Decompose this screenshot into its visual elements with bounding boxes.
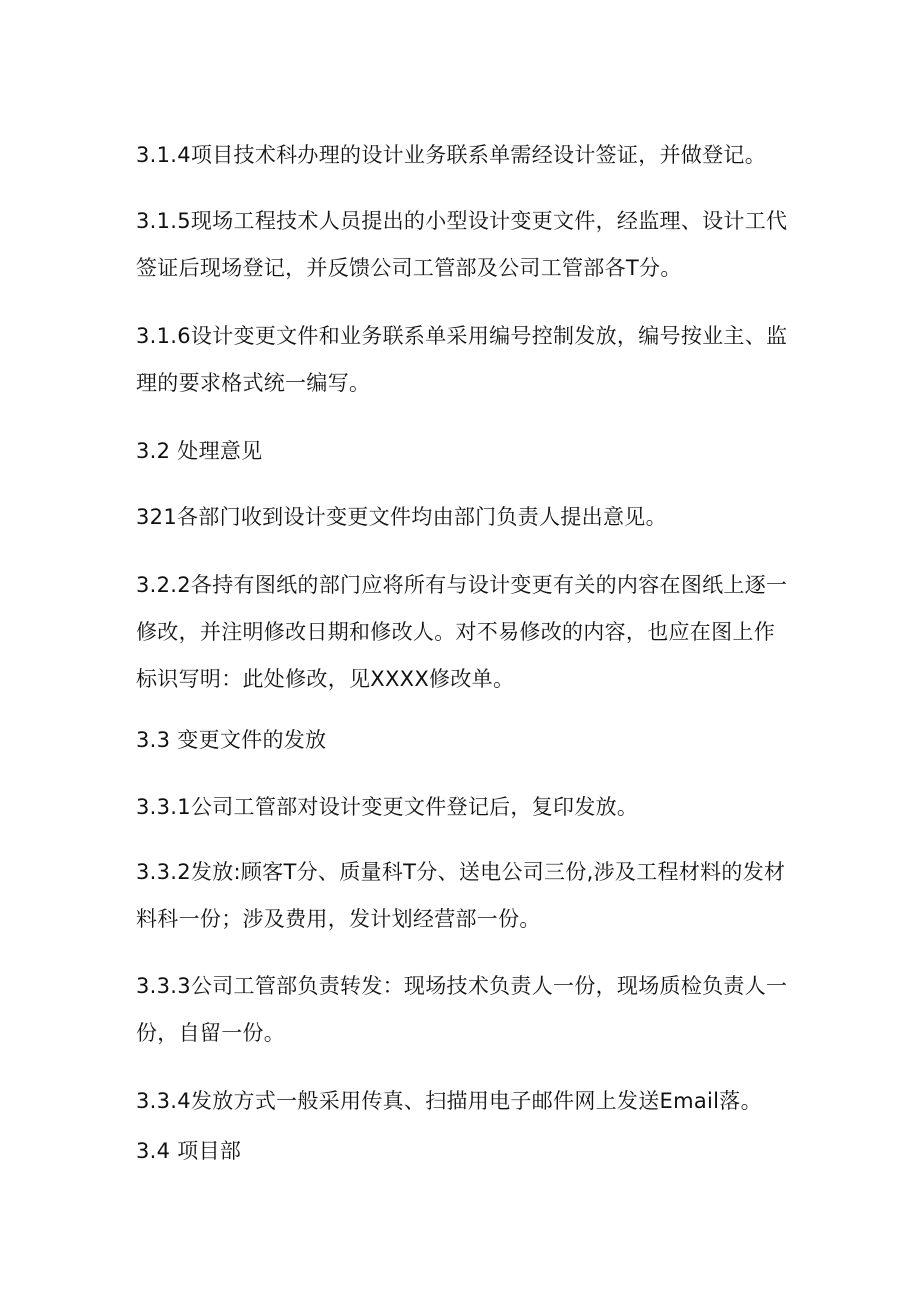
paragraph-3-3-1: 3.3.1公司工管部对设计变更文件登记后，复印发放。 bbox=[136, 795, 639, 819]
heading-3-3: 3.3 变更文件的发放 bbox=[136, 728, 327, 752]
paragraph-3-1-4: 3.1.4项目技术科办理的设计业务联系单需经设计签证，并做登记。 bbox=[136, 143, 767, 167]
paragraph-3-2-2: 3.2.2各持有图纸的部门应将所有与设计变更有关的内容在图纸上逐一修改，并注明修改日期和修改人。对不易修改的内容，也应在图上作标识写明：此处修改，见XXXX修改单。 bbox=[136, 573, 788, 691]
paragraph-3-3-3: 3.3.3公司工管部负责转发：现场技术负责人一份，现场质检负责人一份，自留一份。 bbox=[136, 974, 788, 1045]
paragraph-3-3-2: 3.3.2发放:顾客T分、质量科T分、送电公司三份,涉及工程材料的发材料科一份；涉及费用，发计划经营部一份。 bbox=[136, 860, 786, 931]
paragraph-3-3-4: 3.3.4发放方式一般采用传真、扫描用电子邮件网上发送Email落。 bbox=[136, 1089, 762, 1113]
heading-3-4: 3.4 项目部 bbox=[136, 1139, 242, 1163]
paragraph-3-1-5: 3.1.5现场工程技术人员提出的小型设计变更文件，经监理、设计工代签证后现场登记，并反馈公司工管部及公司工管部各T分。 bbox=[136, 209, 788, 280]
paragraph-3-2-1: 321各部门收到设计变更文件均由部门负责人提出意见。 bbox=[136, 505, 667, 529]
heading-3-2: 3.2 处理意见 bbox=[136, 439, 263, 463]
paragraph-3-1-6: 3.1.6设计变更文件和业务联系单采用编号控制发放，编号按业主、监理的要求格式统一编写。 bbox=[136, 324, 788, 395]
